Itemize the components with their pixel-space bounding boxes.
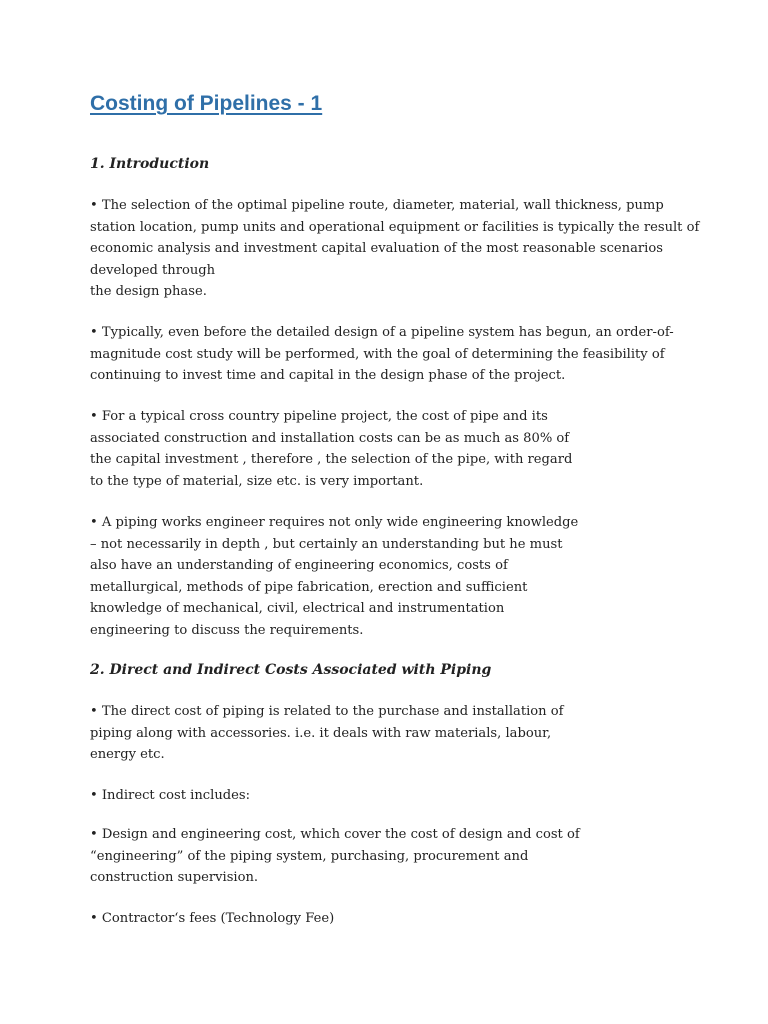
text-line: developed through [90,262,216,278]
text-line: knowledge of mechanical, civil, electrical and instrumentation [90,601,505,617]
text-line: • A piping works engineer requires not only wide engineering knowledge [90,515,579,530]
text-line: associated construction and installation costs can be as much as 80% of [90,430,570,446]
section-heading-introduction: 1. Introduction [90,156,210,172]
paragraph-engineer-knowledge [90,512,578,642]
section-heading-direct-indirect-costs: 2. Direct and Indirect Costs Associated with Piping [90,662,492,678]
text-line: construction supervision. [90,870,259,886]
text-line: the design phase. [90,284,207,300]
page-title: Costing of Pipelines - 1 [90,92,323,115]
text-line: magnitude cost study will be performed, with the goal of determining the feasibility of [90,346,665,362]
text-line: – not necessarily in depth , but certainly an understanding but he must [90,536,563,552]
paragraph-direct-cost [90,701,564,766]
text-line: • Contractor‘s fees (Technology Fee) [90,911,335,926]
paragraph-cost-study [90,322,674,387]
text-line: • Design and engineering cost, which cover the cost of design and cost of [90,827,580,842]
paragraph-design-engineering-cost [90,824,580,889]
text-line: to the type of material, size etc. is very important. [90,473,424,489]
text-line: continuing to invest time and capital in the design phase of the project. [90,368,566,384]
text-line: piping along with accessories. i.e. it deals with raw materials, labour, [90,725,552,741]
text-line: • Indirect cost includes: [90,788,251,803]
text-line: • For a typical cross country pipeline project, the cost of pipe and its [90,409,548,424]
text-line: station location, pump units and operational equipment or facilities is typically the result of [90,219,700,235]
text-line: metallurgical, methods of pipe fabrication, erection and sufficient [90,579,528,595]
paragraph-contractor-fees [90,908,334,930]
text-line: engineering to discuss the requirements. [90,622,364,638]
text-line: also have an understanding of engineering economics, costs of [90,558,508,574]
text-line: energy etc. [90,747,165,763]
text-line: • The selection of the optimal pipeline route, diameter, material, wall thickness, pump [90,198,664,213]
text-line: economic analysis and investment capital evaluation of the most reasonable scenarios [90,241,663,257]
paragraph-indirect-cost [90,785,250,807]
text-line: • Typically, even before the detailed design of a pipeline system has begun, an order-of- [90,325,674,340]
text-line: the capital investment , therefore , the selection of the pipe, with regard [90,452,573,468]
paragraph-route-selection [90,195,699,303]
paragraph-pipe-cost [90,406,572,492]
text-line: “engineering” of the piping system, purchasing, procurement and [90,848,529,864]
text-line: • The direct cost of piping is related to the purchase and installation of [90,704,564,719]
